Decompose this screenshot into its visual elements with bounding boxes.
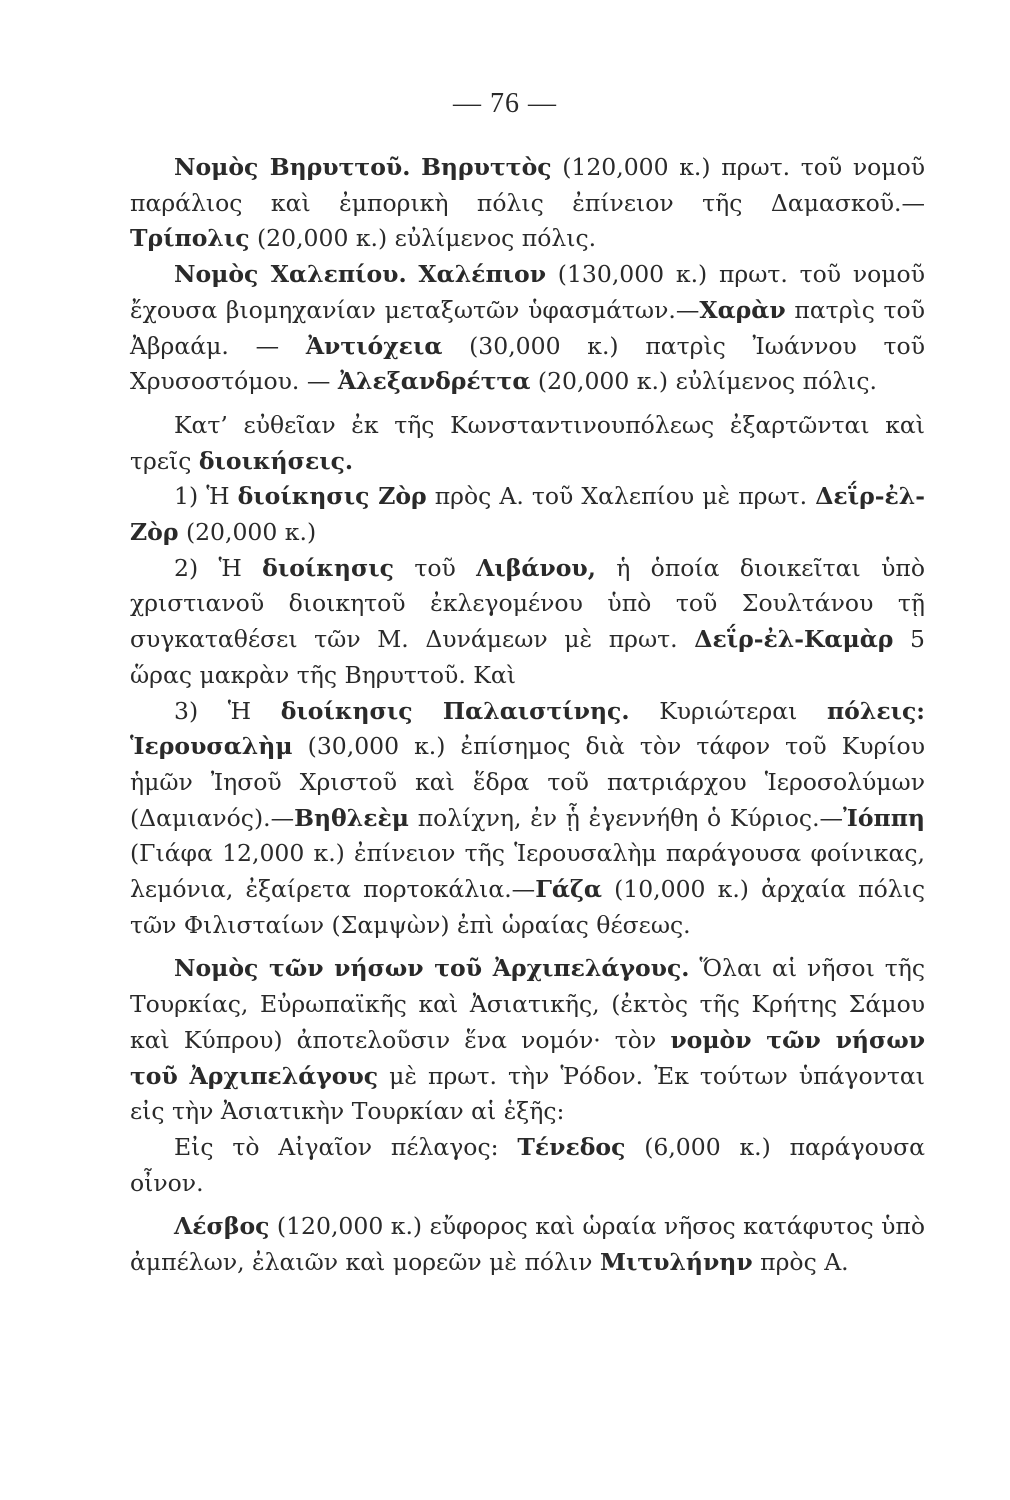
text-run: (20,000 κ.): [178, 518, 317, 547]
text-run: (20,000 κ.) εὐλίμενος πόλις.: [249, 224, 597, 253]
text-run: (20,000 κ.) εὐλίμενος πόλις.: [530, 367, 877, 396]
text-run: μὲ πρωτ. τὴν Ῥόδον. Ἐκ τούτων ὑπάγονται εἰς τὴν Ἀσιατικὴν Τουρκίαν αἱ ἑξῆς:: [130, 1061, 925, 1126]
text-run: (120,000 κ.) εὔφορος καὶ ὡραία νῆσος κατάφυτος ὑπὸ ἀμπέλων, ἐλαιῶν καὶ μορεῶν μὲ πόλιν: [130, 1212, 925, 1277]
paragraph: [130, 551, 925, 694]
text-run: (130,000 κ.) πρωτ. τοῦ νομοῦ ἔχουσα βιομηχανίαν μεταξωτῶν ὑφασμάτων.—: [130, 260, 925, 324]
bold-term: διοίκησις Ζὸρ: [237, 482, 427, 511]
page-number: — 76 —: [453, 88, 557, 119]
text-run: (10,000 κ.) ἀρχαία πόλις τῶν Φιλισταίων (Σαμψὼν) ἐπὶ ὡραίας θέσεως.: [130, 875, 926, 939]
text-run: (120,000 κ.) πρωτ. τοῦ νομοῦ παράλιος καὶ ἐμπορικὴ πόλις ἐπίνειον τῆς Δαμασκοῦ.—: [130, 153, 926, 217]
text-run: πρὸς Α. τοῦ Χαλεπίου μὲ πρωτ.: [426, 482, 816, 511]
text-run: Ὅλαι αἱ νῆσοι τῆς Τουρκίας, Εὐρωπαϊκῆς καὶ Ἀσιατικῆς, (ἐκτὸς τῆς Κρήτης Σάμου καὶ Κύπρου) ἀποτελοῦσιν ἕνα νομόν· τὸν: [130, 954, 926, 1054]
text-run: 3) Ἡ: [174, 696, 281, 725]
text-run: πατρὶς τοῦ Ἀβραάμ. —: [130, 295, 925, 360]
text-run: (6,000 κ.) παράγουσα οἶνον.: [130, 1132, 925, 1197]
bold-term: Ἰόππη: [843, 803, 925, 832]
bold-term: Νομὸς τῶν νήσων τοῦ Ἀρχιπελάγους.: [174, 954, 690, 983]
body-text: [130, 150, 925, 1281]
text-run: Κυριώτεραι: [629, 696, 827, 725]
paragraph: [130, 1130, 925, 1201]
text-run: πολίχνη, ἐν ᾗ ἐγεννήθη ὁ Κύριος.—: [408, 803, 844, 832]
text-run: 2) Ἡ: [174, 553, 263, 582]
paragraph: [130, 408, 925, 479]
paragraph: [130, 257, 925, 400]
bold-term: Μιτυλήνην: [599, 1248, 753, 1277]
bold-term: Νομὸς Χαλεπίου.: [174, 260, 407, 289]
text-run: (30,000 κ.) ἐπίσημος διὰ τὸν τάφον τοῦ Κυρίου ἡμῶν Ἰησοῦ Χριστοῦ καὶ ἕδρα τοῦ πατριάρχου Ἱεροσολύμων (Δαμιανός).—: [130, 732, 925, 832]
text-run: τοῦ: [393, 553, 477, 582]
bold-term: Ἀλεξανδρέττα: [337, 367, 531, 396]
bold-term: Χαλέπιον: [418, 260, 547, 289]
bold-term: πόλεις: Ἱερουσαλὴμ: [130, 696, 925, 761]
bold-term: Δεΐρ-ἐλ-Καμὰρ: [694, 625, 894, 654]
bold-term: νομὸν τῶν νήσων τοῦ Ἀρχιπελάγους: [130, 1025, 925, 1090]
paragraph: [130, 479, 925, 550]
bold-term: Τένεδος: [517, 1132, 626, 1161]
bold-term: Τρίπολις: [130, 224, 250, 253]
text-run: (Γιάφα 12,000 κ.) ἐπίνειον τῆς Ἱερουσαλὴμ παράγουσα φοίνικας, λεμόνια, ἐξαίρετα πορτοκάλια.—: [130, 839, 925, 904]
text-run: 5 ὥρας μακρὰν τῆς Βηρυττοῦ. Καὶ: [130, 625, 925, 689]
text-run: 1) Ἡ: [174, 482, 238, 511]
bold-term: Βηθλεὲμ: [294, 803, 409, 832]
paragraph: [130, 1209, 925, 1280]
text-run: [410, 153, 421, 181]
bold-term: Ἀντιόχεια: [305, 331, 443, 360]
bold-term: Γάζα: [535, 875, 602, 904]
paragraph: [130, 150, 925, 257]
bold-term: διοίκησις: [262, 553, 394, 582]
bold-term: διοικήσεις.: [198, 446, 354, 475]
bold-term: Λιβάνου,: [476, 553, 596, 582]
bold-term: Νομὸς Βηρυττοῦ.: [174, 153, 411, 181]
bold-term: Λέσβος: [174, 1212, 270, 1241]
text-run: Κατ’ εὐθεῖαν ἐκ τῆς Κωνσταντινουπόλεως ἐξαρτῶνται καὶ τρεῖς: [130, 410, 925, 475]
paragraph: [130, 694, 925, 944]
text-run: πρὸς Α.: [752, 1248, 849, 1277]
text-run: Εἰς τὸ Αἰγαῖον πέλαγος:: [174, 1132, 518, 1161]
text-run: (30,000 κ.) πατρὶς Ἰωάννου τοῦ Χρυσοστόμου. —: [130, 331, 925, 396]
text-run: [407, 260, 419, 288]
bold-term: Χαρὰν: [699, 295, 786, 324]
bold-term: διοίκησις Παλαιστίνης.: [280, 696, 630, 725]
bold-term: Δεΐρ-ἐλ-Ζὸρ: [130, 482, 925, 547]
paragraph: [130, 951, 925, 1130]
text-run: ἡ ὁποία διοικεῖται ὑπὸ χριστιανοῦ διοικητοῦ ἐκλεγομένου ὑπὸ τοῦ Σουλτάνου τῇ συγκαταθέσει τῶν Μ. Δυνάμεων μὲ πρωτ.: [130, 553, 925, 654]
bold-term: Βηρυττὸς: [421, 153, 552, 181]
